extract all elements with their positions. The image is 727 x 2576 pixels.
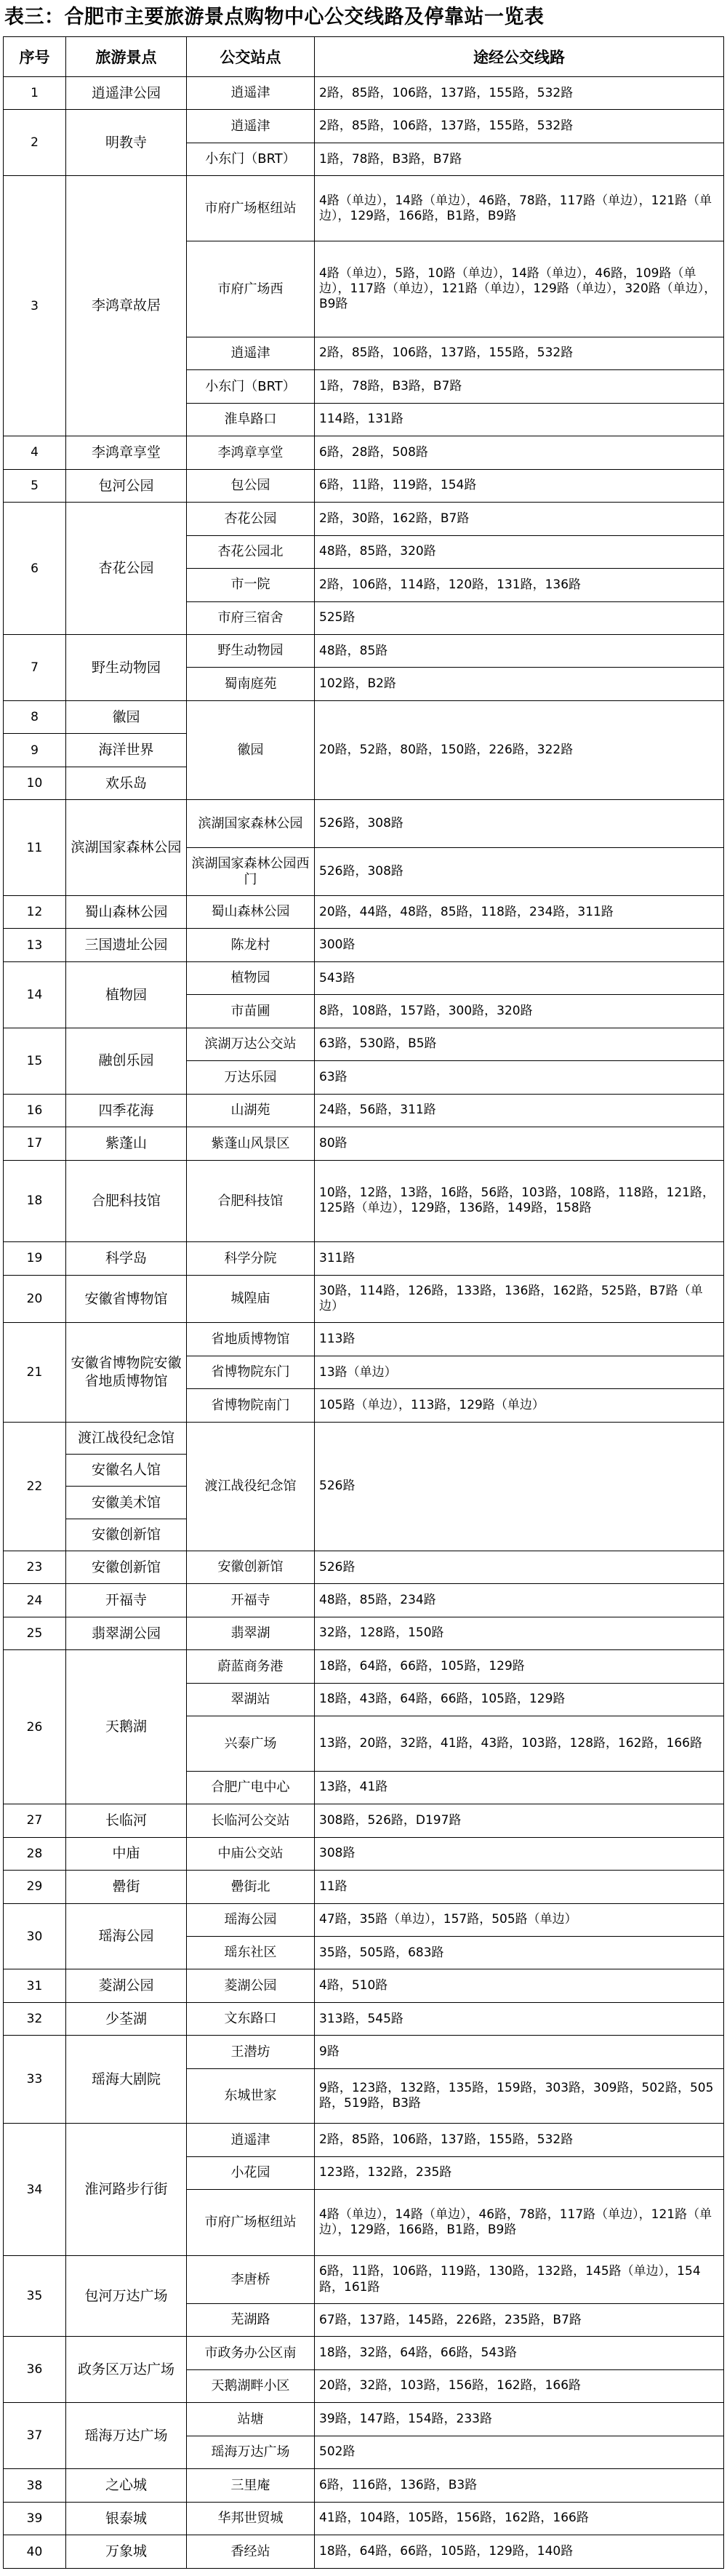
route-list: 13路，20路，32路，41路，43路，103路，128路，162路，166路 <box>315 1716 724 1771</box>
route-list: 2路，85路，106路，137路，155路，532路 <box>315 337 724 369</box>
stop-name: 芜湖路 <box>187 2303 315 2336</box>
route-list: 11路 <box>315 1871 724 1903</box>
row-number: 36 <box>4 2337 66 2403</box>
route-list: 35路，505路，683路 <box>315 1937 724 1969</box>
spot-name: 淮河路步行街 <box>66 2124 187 2256</box>
stop-name: 蜀山森林公园 <box>187 895 315 928</box>
row-number: 6 <box>4 503 66 635</box>
spot-name: 瑶海万达广场 <box>66 2403 187 2469</box>
table-row <box>4 469 724 502</box>
stop-name: 杏花公园北 <box>187 535 315 568</box>
stop-name: 紫蓬山风景区 <box>187 1127 315 1160</box>
stop-name: 瑶海公园 <box>187 1903 315 1936</box>
table-row <box>4 800 724 848</box>
route-list: 8路，108路，157路，300路，320路 <box>315 995 724 1028</box>
row-number: 25 <box>4 1617 66 1649</box>
stop-name: 开福寺 <box>187 1584 315 1617</box>
route-list: 4路（单边），14路（单边），46路，78路，117路（单边），121路（单边），129路，166路，B1路，B9路 <box>315 176 724 241</box>
route-list: 526路，308路 <box>315 800 724 848</box>
table-header-row <box>4 37 724 77</box>
spot-name: 李鸿章故居 <box>66 176 187 436</box>
stop-name: 渡江战役纪念馆 <box>187 1422 315 1551</box>
stop-name: 省地质博物馆 <box>187 1323 315 1356</box>
stop-name: 市一院 <box>187 569 315 601</box>
header-no: 序号 <box>4 37 66 77</box>
stop-name: 徽园 <box>187 700 315 799</box>
stop-name: 菱湖公园 <box>187 1969 315 2002</box>
table-row <box>4 503 724 535</box>
stop-name: 逍遥津 <box>187 337 315 369</box>
table-row <box>4 1617 724 1649</box>
route-list: 4路，510路 <box>315 1969 724 2002</box>
table-row <box>4 2403 724 2436</box>
route-list: 30路，114路，126路，133路，136路，162路，525路，B7路（单边） <box>315 1275 724 1323</box>
table-body <box>4 77 724 2569</box>
table-row <box>4 1969 724 2002</box>
spot-name: 杏花公园 <box>66 503 187 635</box>
route-list: 9路 <box>315 2036 724 2068</box>
stop-name: 小东门（BRT） <box>187 370 315 403</box>
spot-name: 三国遗址公园 <box>66 929 187 961</box>
stop-name: 包公园 <box>187 469 315 502</box>
table-row <box>4 1094 724 1127</box>
route-list: 525路 <box>315 601 724 634</box>
row-number: 32 <box>4 2002 66 2035</box>
stop-name: 逍遥津 <box>187 77 315 110</box>
row-number: 10 <box>4 767 66 799</box>
stop-name: 合肥广电中心 <box>187 1771 315 1804</box>
spot-name: 科学岛 <box>66 1242 187 1275</box>
stop-name: 省博物院南门 <box>187 1389 315 1422</box>
route-list: 39路，147路，154路，233路 <box>315 2403 724 2436</box>
row-number: 33 <box>4 2036 66 2124</box>
spot-name: 融创乐园 <box>66 1028 187 1094</box>
route-list: 20路，44路，48路，85路，118路，234路，311路 <box>315 895 724 928</box>
spot-name: 野生动物园 <box>66 634 187 700</box>
spot-name: 之心城 <box>66 2469 187 2502</box>
route-list: 123路，132路，235路 <box>315 2156 724 2189</box>
route-list: 20路，52路，80路，150路，226路，322路 <box>315 700 724 799</box>
row-number: 18 <box>4 1160 66 1241</box>
row-number: 23 <box>4 1551 66 1583</box>
spot-name: 瑶海大剧院 <box>66 2036 187 2124</box>
stop-name: 淮阜路口 <box>187 403 315 436</box>
route-list: 6路，28路，508路 <box>315 436 724 469</box>
table-row <box>4 700 724 733</box>
table-row <box>4 2256 724 2304</box>
table-row <box>4 1275 724 1323</box>
stop-name: 罍街北 <box>187 1871 315 1903</box>
route-list: 311路 <box>315 1242 724 1275</box>
stop-name: 站塘 <box>187 2403 315 2436</box>
stop-name: 植物园 <box>187 961 315 994</box>
route-list: 4路（单边），14路（单边），46路，78路，117路（单边），121路（单边），129路，166路，B1路，B9路 <box>315 2190 724 2256</box>
stop-name: 市政务办公区南 <box>187 2337 315 2369</box>
row-number: 24 <box>4 1584 66 1617</box>
row-number: 5 <box>4 469 66 502</box>
table-row <box>4 1871 724 1903</box>
spot-name: 安徽创新馆 <box>66 1551 187 1583</box>
row-number: 15 <box>4 1028 66 1094</box>
row-number: 38 <box>4 2469 66 2502</box>
row-number: 39 <box>4 2502 66 2535</box>
route-list: 48路，85路 <box>315 634 724 667</box>
header-spot: 旅游景点 <box>66 37 187 77</box>
spot-name: 安徽创新馆 <box>66 1519 187 1551</box>
row-number: 7 <box>4 634 66 700</box>
spot-name: 逍遥津公园 <box>66 77 187 110</box>
table-row <box>4 2124 724 2156</box>
stop-name: 李唐桥 <box>187 2256 315 2304</box>
stop-name: 城隍庙 <box>187 1275 315 1323</box>
stop-name: 李鸿章享堂 <box>187 436 315 469</box>
stop-name: 翠湖站 <box>187 1683 315 1716</box>
row-number: 20 <box>4 1275 66 1323</box>
table-row <box>4 1028 724 1060</box>
route-list: 20路，32路，103路，156路，162路，166路 <box>315 2369 724 2402</box>
stop-name: 滨湖国家森林公园西门 <box>187 848 315 896</box>
spot-name: 包河公园 <box>66 469 187 502</box>
row-number: 4 <box>4 436 66 469</box>
row-number: 31 <box>4 1969 66 2002</box>
stop-name: 瑶东社区 <box>187 1937 315 1969</box>
table-row <box>4 1127 724 1160</box>
row-number: 14 <box>4 961 66 1028</box>
table-row <box>4 1650 724 1683</box>
route-list: 80路 <box>315 1127 724 1160</box>
route-list: 48路，85路，234路 <box>315 1584 724 1617</box>
spot-name: 中庙 <box>66 1837 187 1870</box>
table-row <box>4 634 724 667</box>
table-row <box>4 2002 724 2035</box>
row-number: 2 <box>4 110 66 176</box>
route-list: 2路，106路，114路，120路，131路，136路 <box>315 569 724 601</box>
route-list: 2路，85路，106路，137路，155路，532路 <box>315 110 724 143</box>
row-number: 26 <box>4 1650 66 1804</box>
spot-name: 长临河 <box>66 1804 187 1837</box>
route-list: 502路 <box>315 2436 724 2468</box>
route-list: 47路，35路（单边），157路，505路（单边） <box>315 1903 724 1936</box>
spot-name: 万象城 <box>66 2535 187 2569</box>
route-list: 24路，56路，311路 <box>315 1094 724 1127</box>
header-stop: 公交站点 <box>187 37 315 77</box>
table-row <box>4 961 724 994</box>
table-row <box>4 2502 724 2535</box>
row-number: 28 <box>4 1837 66 1870</box>
row-number: 22 <box>4 1422 66 1551</box>
header-routes: 途经公交线路 <box>315 37 724 77</box>
table-row <box>4 2036 724 2068</box>
route-list: 48路，85路，320路 <box>315 535 724 568</box>
page-title: 表三：合肥市主要旅游景点购物中心公交线路及停靠站一览表 <box>4 6 545 28</box>
spot-name: 瑶海公园 <box>66 1903 187 1969</box>
route-list: 1路，78路，B3路，B7路 <box>315 143 724 175</box>
stop-name: 三里庵 <box>187 2469 315 2502</box>
spot-name: 天鹅湖 <box>66 1650 187 1804</box>
spot-name: 少荃湖 <box>66 2002 187 2035</box>
row-number: 11 <box>4 800 66 896</box>
route-list: 6路，11路，106路，119路，130路，132路，145路（单边），154路，161路 <box>315 2256 724 2304</box>
row-number: 9 <box>4 734 66 767</box>
spot-name: 银泰城 <box>66 2502 187 2535</box>
route-list: 6路，116路，136路，B3路 <box>315 2469 724 2502</box>
route-list: 13路，41路 <box>315 1771 724 1804</box>
route-list: 105路（单边），113路，129路（单边） <box>315 1389 724 1422</box>
route-list: 10路，12路，13路，16路，56路，103路，108路，118路，121路，125路（单边），129路，136路，149路，158路 <box>315 1160 724 1241</box>
stop-name: 翡翠湖 <box>187 1617 315 1649</box>
spot-name: 李鸿章享堂 <box>66 436 187 469</box>
table-row <box>4 1804 724 1837</box>
stop-name: 市府广场西 <box>187 241 315 337</box>
row-number: 8 <box>4 700 66 733</box>
stop-name: 华邦世贸城 <box>187 2502 315 2535</box>
spot-name: 安徽名人馆 <box>66 1455 187 1487</box>
route-list: 308路 <box>315 1837 724 1870</box>
table-row <box>4 2535 724 2569</box>
route-list: 114路，131路 <box>315 403 724 436</box>
route-list: 313路，545路 <box>315 2002 724 2035</box>
row-number: 3 <box>4 176 66 436</box>
bus-route-table <box>3 36 724 2569</box>
route-list: 308路，526路，D197路 <box>315 1804 724 1837</box>
spot-name: 安徽美术馆 <box>66 1487 187 1519</box>
spot-name: 欢乐岛 <box>66 767 187 799</box>
route-list: 2路，30路，162路，B7路 <box>315 503 724 535</box>
stop-name: 市府三宿舍 <box>187 601 315 634</box>
route-list: 13路（单边） <box>315 1356 724 1388</box>
row-number: 40 <box>4 2535 66 2569</box>
stop-name: 天鹅湖畔小区 <box>187 2369 315 2402</box>
stop-name: 滨湖万达公交站 <box>187 1028 315 1060</box>
row-number: 16 <box>4 1094 66 1127</box>
spot-name: 开福寺 <box>66 1584 187 1617</box>
table-row <box>4 1551 724 1583</box>
route-list: 18路，32路，64路，66路，543路 <box>315 2337 724 2369</box>
spot-name: 蜀山森林公园 <box>66 895 187 928</box>
row-number: 21 <box>4 1323 66 1422</box>
stop-name: 逍遥津 <box>187 110 315 143</box>
stop-name: 杏花公园 <box>187 503 315 535</box>
stop-name: 滨湖国家森林公园 <box>187 800 315 848</box>
stop-name: 小东门（BRT） <box>187 143 315 175</box>
stop-name: 山湖苑 <box>187 1094 315 1127</box>
route-list: 1路，78路，B3路，B7路 <box>315 370 724 403</box>
route-list: 4路（单边），5路，10路（单边），14路（单边），46路，109路（单边），117路（单边），121路（单边），129路（单边），320路（单边），B9路 <box>315 241 724 337</box>
table-row <box>4 1242 724 1275</box>
stop-name: 科学分院 <box>187 1242 315 1275</box>
table-row <box>4 2337 724 2369</box>
row-number: 29 <box>4 1871 66 1903</box>
stop-name: 安徽创新馆 <box>187 1551 315 1583</box>
stop-name: 蔚蓝商务港 <box>187 1650 315 1683</box>
stop-name: 长临河公交站 <box>187 1804 315 1837</box>
table-row <box>4 176 724 241</box>
stop-name: 香经站 <box>187 2535 315 2569</box>
stop-name: 瑶海万达广场 <box>187 2436 315 2468</box>
spot-name: 滨湖国家森林公园 <box>66 800 187 896</box>
row-number: 19 <box>4 1242 66 1275</box>
table-row <box>4 1323 724 1356</box>
stop-name: 市府广场枢纽站 <box>187 2190 315 2256</box>
stop-name: 逍遥津 <box>187 2124 315 2156</box>
table-row <box>4 436 724 469</box>
stop-name: 蜀南庭苑 <box>187 668 315 700</box>
row-number: 37 <box>4 2403 66 2469</box>
route-list: 63路 <box>315 1061 724 1094</box>
spot-name: 安徽省博物馆 <box>66 1275 187 1323</box>
row-number: 12 <box>4 895 66 928</box>
row-number: 1 <box>4 77 66 110</box>
route-list: 2路，85路，106路，137路，155路，532路 <box>315 77 724 110</box>
spot-name: 渡江战役纪念馆 <box>66 1422 187 1454</box>
stop-name: 陈龙村 <box>187 929 315 961</box>
route-list: 526路 <box>315 1422 724 1551</box>
table-row <box>4 1160 724 1241</box>
spot-name: 翡翠湖公园 <box>66 1617 187 1649</box>
table-row <box>4 895 724 928</box>
route-list: 300路 <box>315 929 724 961</box>
table-row <box>4 77 724 110</box>
spot-name: 政务区万达广场 <box>66 2337 187 2403</box>
stop-name: 东城世家 <box>187 2068 315 2123</box>
row-number: 13 <box>4 929 66 961</box>
spot-name: 四季花海 <box>66 1094 187 1127</box>
route-list: 2路，85路，106路，137路，155路，532路 <box>315 2124 724 2156</box>
route-list: 113路 <box>315 1323 724 1356</box>
route-list: 63路，530路，B5路 <box>315 1028 724 1060</box>
route-list: 543路 <box>315 961 724 994</box>
stop-name: 小花园 <box>187 2156 315 2189</box>
row-number: 17 <box>4 1127 66 1160</box>
row-number: 30 <box>4 1903 66 1969</box>
stop-name: 市府广场枢纽站 <box>187 176 315 241</box>
stop-name: 野生动物园 <box>187 634 315 667</box>
table-row <box>4 929 724 961</box>
table-row <box>4 1837 724 1870</box>
spot-name: 徽园 <box>66 700 187 733</box>
route-list: 67路，137路，145路，226路，235路，B7路 <box>315 2303 724 2336</box>
table-row <box>4 1903 724 1936</box>
row-number: 34 <box>4 2124 66 2256</box>
route-list: 18路，64路，66路，105路，129路，140路 <box>315 2535 724 2569</box>
spot-name: 明教寺 <box>66 110 187 176</box>
stop-name: 文东路口 <box>187 2002 315 2035</box>
stop-name: 合肥科技馆 <box>187 1160 315 1241</box>
route-list: 9路，123路，132路，135路，159路，303路，309路，502路，505路，519路，B3路 <box>315 2068 724 2123</box>
route-list: 526路 <box>315 1551 724 1583</box>
table-row <box>4 110 724 143</box>
route-list: 32路，128路，150路 <box>315 1617 724 1649</box>
spot-name: 安徽省博物院安徽省地质博物馆 <box>66 1323 187 1422</box>
stop-name: 中庙公交站 <box>187 1837 315 1870</box>
row-number: 35 <box>4 2256 66 2337</box>
spot-name: 罍街 <box>66 1871 187 1903</box>
route-list: 6路，11路，119路，154路 <box>315 469 724 502</box>
table-row <box>4 1584 724 1617</box>
spot-name: 菱湖公园 <box>66 1969 187 2002</box>
route-list: 102路，B2路 <box>315 668 724 700</box>
stop-name: 兴泰广场 <box>187 1716 315 1771</box>
route-list: 18路，43路，64路，66路，105路，129路 <box>315 1683 724 1716</box>
table-row <box>4 1422 724 1454</box>
route-list: 41路，104路，105路，156路，162路，166路 <box>315 2502 724 2535</box>
spot-name: 合肥科技馆 <box>66 1160 187 1241</box>
row-number: 27 <box>4 1804 66 1837</box>
spot-name: 海洋世界 <box>66 734 187 767</box>
table-row <box>4 2469 724 2502</box>
route-list: 526路，308路 <box>315 848 724 896</box>
stop-name: 市苗圃 <box>187 995 315 1028</box>
stop-name: 王潜坊 <box>187 2036 315 2068</box>
spot-name: 植物园 <box>66 961 187 1028</box>
stop-name: 省博物院东门 <box>187 1356 315 1388</box>
spot-name: 紫蓬山 <box>66 1127 187 1160</box>
spot-name: 包河万达广场 <box>66 2256 187 2337</box>
stop-name: 万达乐园 <box>187 1061 315 1094</box>
route-list: 18路，64路，66路，105路，129路 <box>315 1650 724 1683</box>
